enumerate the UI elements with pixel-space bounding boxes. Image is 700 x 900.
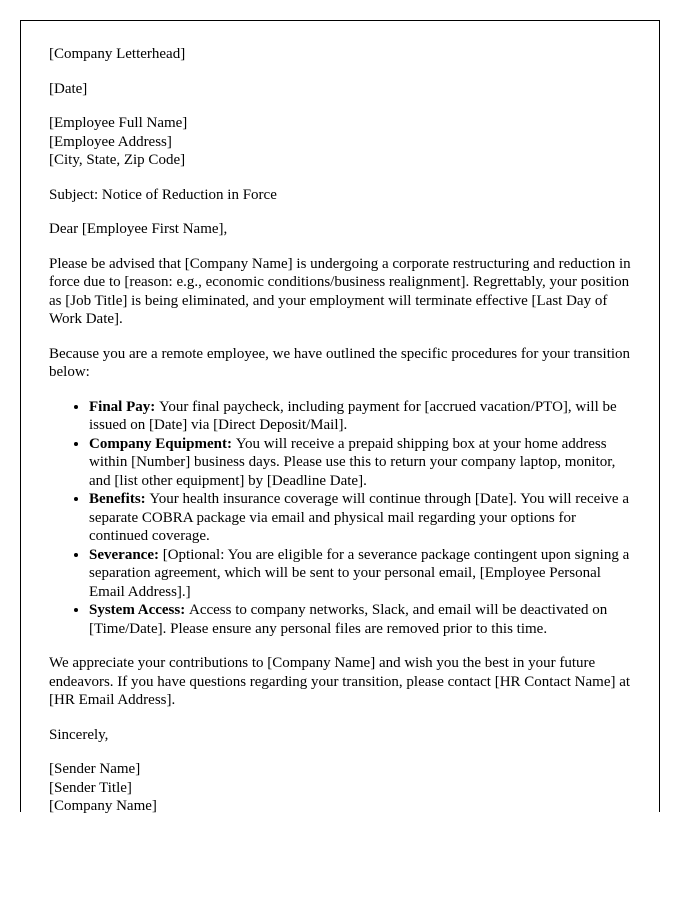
signature-block xyxy=(49,760,631,816)
letter-frame xyxy=(20,20,660,812)
bullet-label-severance: Severance: xyxy=(89,546,163,563)
recipient-city-state-zip: [City, State, Zip Code] xyxy=(49,152,186,168)
bullet-text-company-equipment: You will receive a prepaid shipping box at your home address within [Number] business days. Please use this to return your company laptop, monitor, and [list other equipment] by [Deadline Date]. xyxy=(89,435,616,489)
bullet-label-system-access: System Access: xyxy=(89,602,189,618)
intro-paragraph: Please be advised that [Company Name] is undergoing a corporate restructuring and reduction in force due to [reason: e.g., economic conditions/business realignment]. Regrettably, your position as [Job Title] is being eliminated, and your employment will terminate effective [Last Day of Work Date]. xyxy=(49,255,631,327)
bullet-label-final-pay: Final Pay: xyxy=(89,398,159,415)
sender-company: [Company Name] xyxy=(49,798,157,814)
bullet-text-benefits: Your health insurance coverage will continue through [Date]. You will receive a separate COBRA package via email and physical mail regarding your options for continued coverage. xyxy=(89,491,629,544)
list-item-system-access xyxy=(89,601,631,638)
sender-name: [Sender Name] xyxy=(49,761,141,777)
salutation: Dear [Employee First Name], xyxy=(49,221,228,237)
transition-list xyxy=(49,398,631,639)
subject-line: Subject: Notice of Reduction in Force xyxy=(49,186,277,203)
closing-line: Sincerely, xyxy=(49,726,109,743)
bullet-label-company-equipment: Company Equipment: xyxy=(89,435,236,452)
recipient-block xyxy=(49,114,631,170)
closing-paragraph: We appreciate your contributions to [Company Name] and wish you the best in your future endeavors. If you have questions regarding your transition, please contact [HR Contact Name] at [HR Email Address]. xyxy=(49,655,631,708)
bullet-text-severance: [Optional: You are eligible for a severance package contingent upon signing a separation agreement, which will be sent to your personal email, [Employee Personal Email Address].] xyxy=(89,546,630,600)
list-item-company-equipment xyxy=(89,435,631,491)
recipient-name: [Employee Full Name] xyxy=(49,115,188,131)
sender-title: [Sender Title] xyxy=(49,779,132,796)
bullet-label-benefits: Benefits: xyxy=(89,491,150,507)
letter-content xyxy=(21,21,659,816)
list-item-final-pay xyxy=(89,398,631,435)
recipient-address: [Employee Address] xyxy=(49,133,172,150)
list-item-benefits xyxy=(89,490,631,546)
list-item-severance xyxy=(89,546,631,602)
bullet-text-final-pay: Your final paycheck, including payment for [accrued vacation/PTO], will be issued on [Date] via [Direct Deposit/Mail]. xyxy=(89,398,617,433)
letterhead-line: [Company Letterhead] xyxy=(49,46,186,62)
date-line: [Date] xyxy=(49,80,88,97)
bullet-text-system-access: Access to company networks, Slack, and email will be deactivated on [Time/Date]. Please ensure any personal files are removed prior to this time. xyxy=(89,602,608,637)
transition-intro-paragraph: Because you are a remote employee, we have outlined the specific procedures for your transition below: xyxy=(49,345,631,380)
